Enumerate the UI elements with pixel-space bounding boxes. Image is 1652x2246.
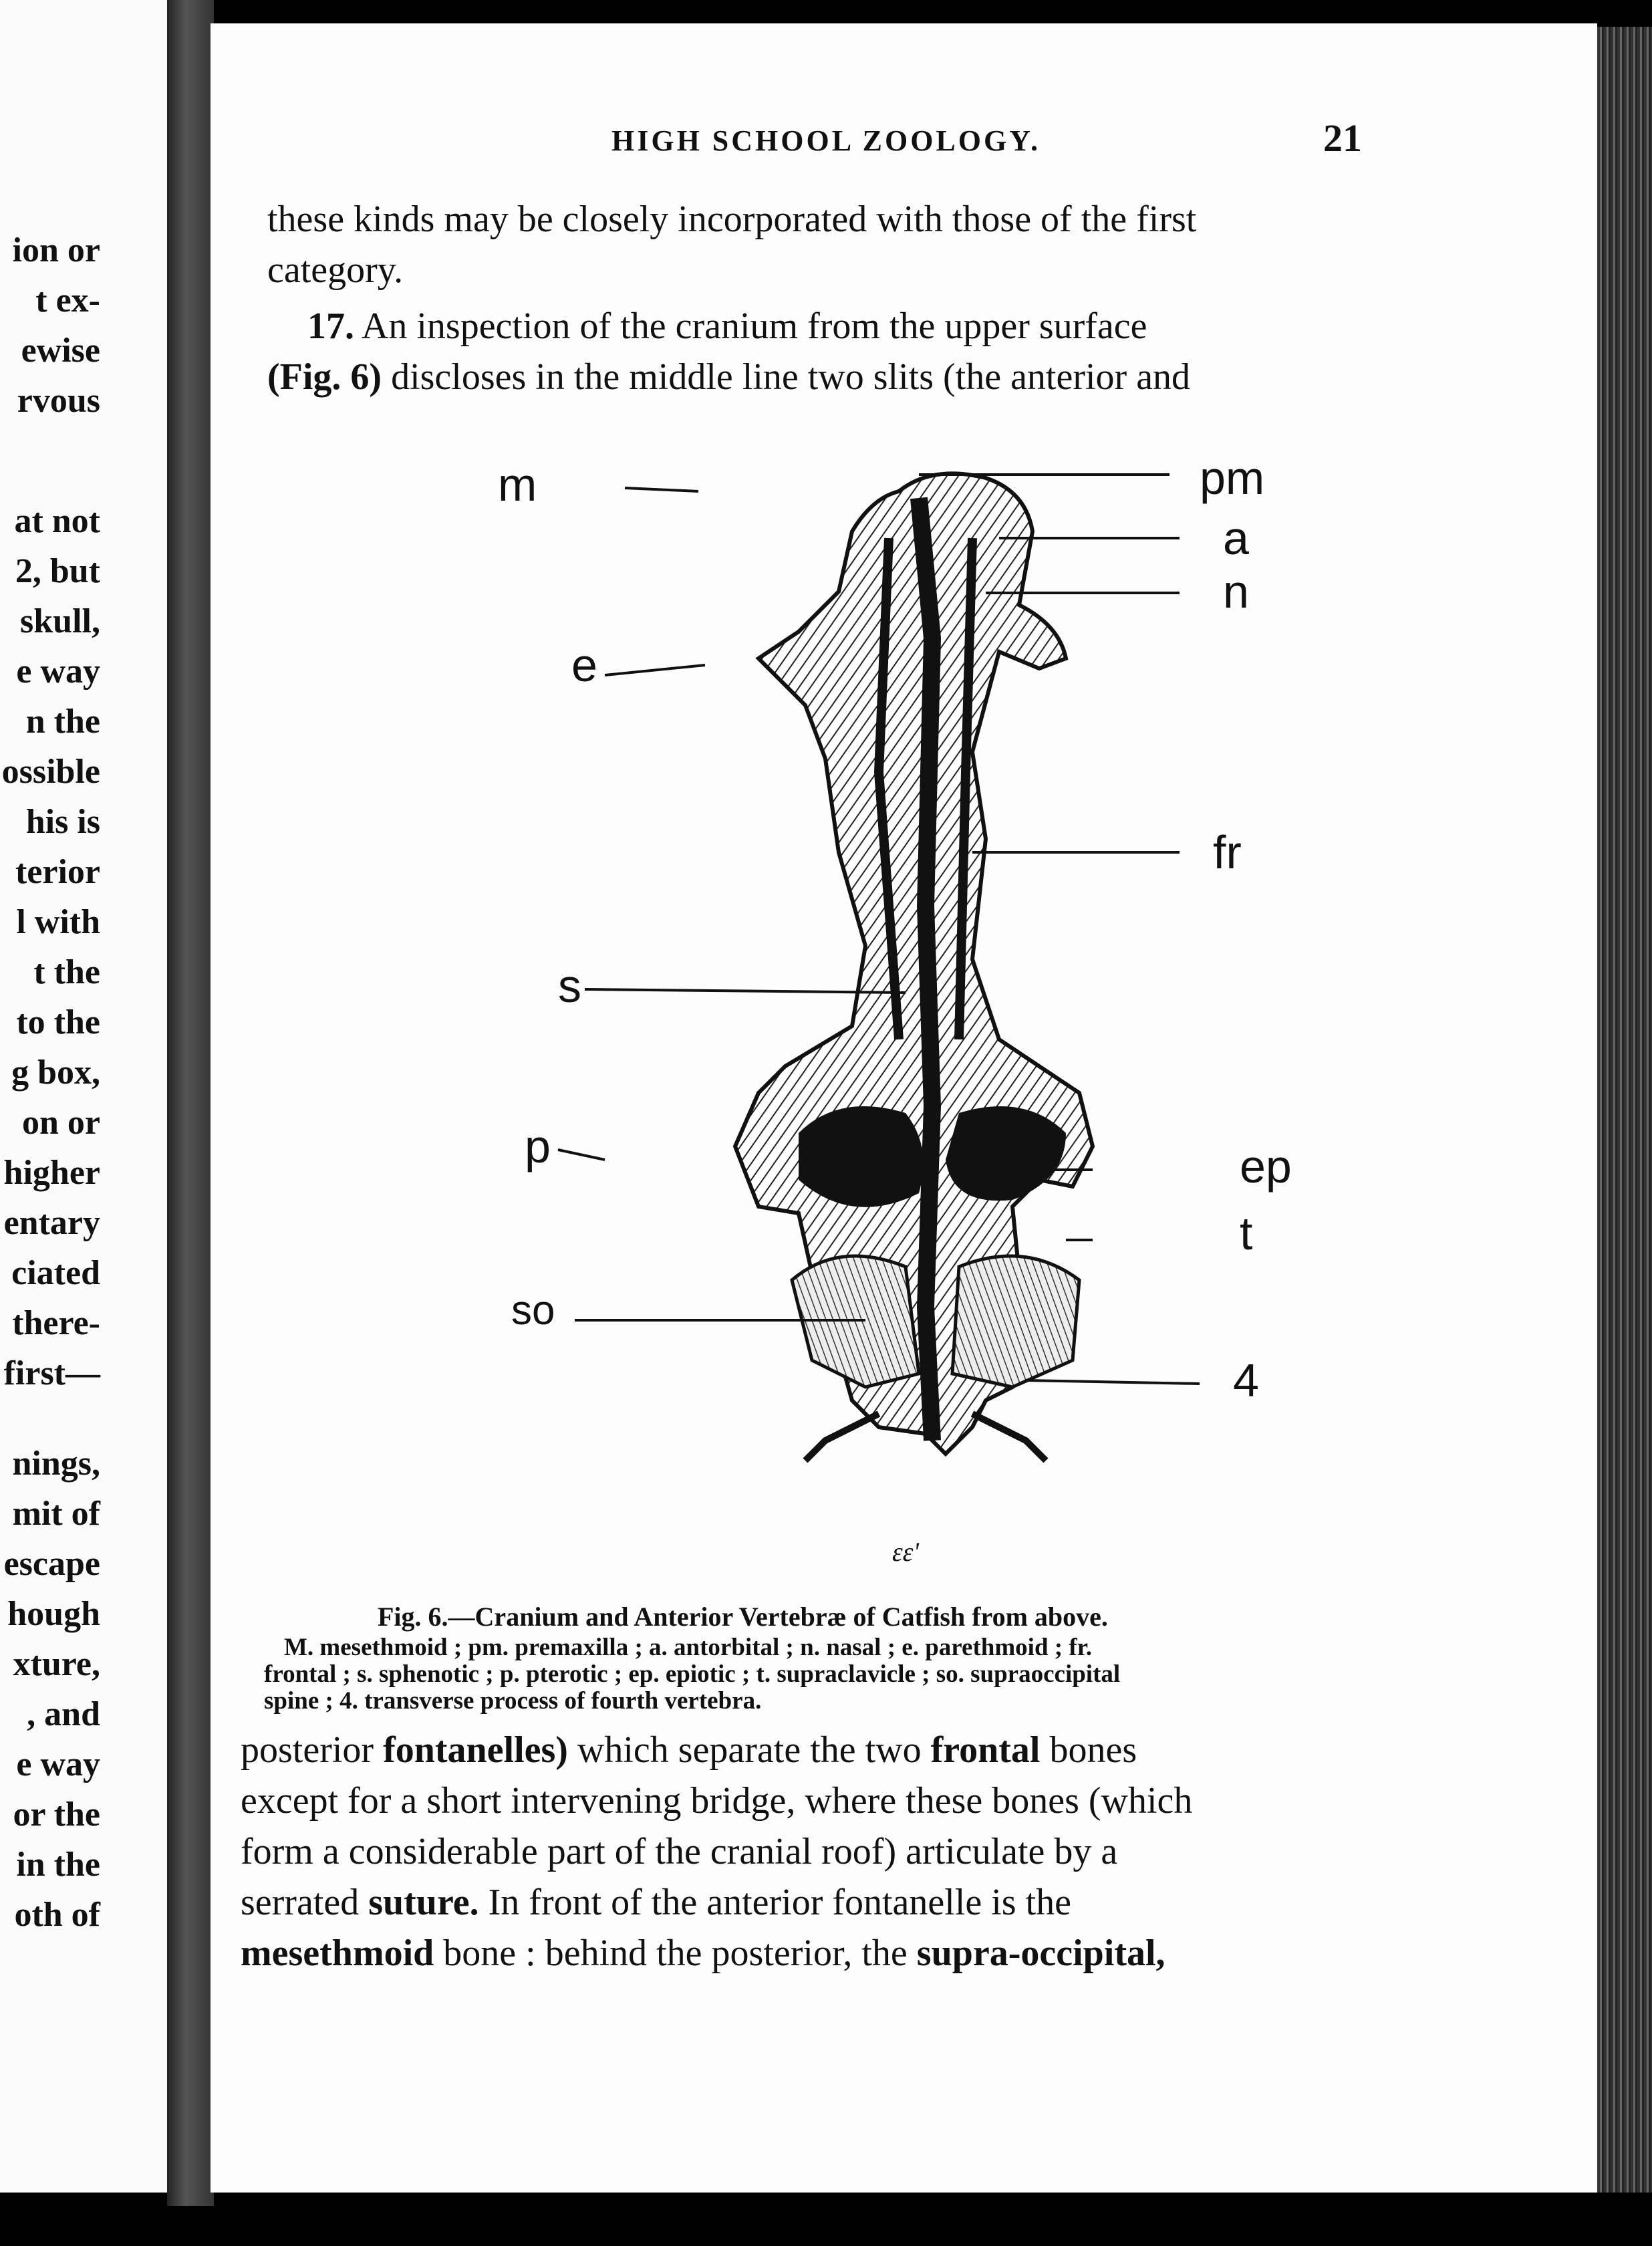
term-mesethmoid: mesethmoid (241, 1932, 434, 1974)
text-line: posterior fontanelles) which separate the two frontal bones (241, 1729, 1137, 1771)
right-cavity (946, 1106, 1066, 1201)
text-line: category. (267, 249, 404, 291)
left-page-text-fragment: in the (16, 1846, 100, 1884)
term-fontanelles: fontanelles) (383, 1729, 568, 1771)
catfish-cranium-figure (498, 438, 1413, 1588)
caption-line: frontal ; s. sphenotic ; p. pterotic ; ep. epiotic ; t. supraclavicle ; so. supraoccipital (264, 1660, 1121, 1688)
left-page-text-fragment: xture, (13, 1645, 100, 1683)
book-gutter (167, 0, 214, 2206)
label-s: s (558, 960, 581, 1012)
left-page-text-fragment: ewise (21, 332, 100, 370)
svg-text:ɛɛ': ɛɛ' (892, 1537, 920, 1567)
left-page-text-fragment: rvous (17, 382, 100, 420)
page-edge-stack (1597, 27, 1652, 2193)
left-page-text-fragment: l with (16, 903, 100, 941)
label-n: n (1223, 566, 1249, 618)
left-page-text-fragment: 2, but (15, 552, 100, 590)
left-page-text-fragment: nings, (12, 1445, 100, 1483)
text-line: except for a short intervening bridge, where these bones (which (241, 1780, 1193, 1822)
label-pm: pm (1200, 452, 1265, 504)
text-line: form a considerable part of the cranial roof) articulate by a (241, 1831, 1118, 1872)
left-page-text-fragment: terior (15, 853, 100, 891)
left-page-text-fragment: skull, (20, 602, 100, 640)
label-4: 4 (1233, 1354, 1259, 1406)
caption-line: M. mesethmoid ; pm. premaxilla ; a. antorbital ; n. nasal ; e. parethmoid ; fr. (284, 1634, 1092, 1661)
label-ep: ep (1240, 1140, 1292, 1193)
label-so: so (511, 1287, 555, 1334)
label-p: p (525, 1120, 551, 1172)
left-page-text-fragment: n the (25, 703, 100, 741)
left-page-text-fragment: at not (14, 502, 100, 540)
left-page-text-fragment: to the (16, 1003, 100, 1041)
left-page-text-fragment: t the (33, 953, 100, 991)
running-header: HIGH SCHOOL ZOOLOGY. (611, 124, 1041, 157)
left-page-text-fragment: or the (13, 1795, 100, 1834)
text-line: mesethmoid bone : behind the posterior, the supra-occipital, (241, 1932, 1165, 1974)
figure-reference: (Fig. 6) (267, 356, 382, 398)
left-page-text-fragment: escape (3, 1545, 100, 1583)
label-a: a (1223, 512, 1249, 564)
label-t: t (1240, 1207, 1253, 1259)
left-page-text-fragment: ion or (12, 231, 100, 269)
continued-paragraph (241, 1725, 1343, 1979)
page-number: 21 (1323, 116, 1362, 160)
label-e: e (571, 639, 597, 691)
left-page-text-fragment: g box, (11, 1053, 100, 1092)
left-page-text-fragment: oth of (14, 1896, 100, 1934)
left-page-text-fragment: mit of (12, 1495, 100, 1533)
left-page-text-fragment: higher (3, 1154, 100, 1192)
left-page-text-fragment: e way (16, 652, 100, 691)
text-line: serrated suture. In front of the anterior fontanelle is the (241, 1882, 1072, 1923)
label-fr: fr (1213, 826, 1242, 878)
left-page-text-fragment: first— (3, 1354, 100, 1392)
text-line: these kinds may be closely incorporated with those of the first (267, 199, 1197, 240)
label-m: m (498, 459, 537, 511)
intro-paragraph (267, 194, 1363, 402)
cranium-illustration (505, 438, 1413, 1588)
left-page-text-fragment: ciated (11, 1254, 100, 1292)
caption-line: spine ; 4. transverse process of fourth vertebra. (264, 1687, 762, 1715)
left-page-text-fragment: there- (12, 1304, 100, 1342)
term-suture: suture. (368, 1882, 479, 1923)
left-page-text-fragment: hough (7, 1595, 100, 1633)
left-cavity (799, 1106, 924, 1207)
paragraph-number: 17. (307, 305, 354, 347)
left-page-text-fragment: on or (22, 1104, 100, 1142)
left-page-text-fragment: entary (3, 1204, 100, 1242)
book-page (211, 23, 1597, 2193)
left-page-text-fragment: his is (25, 803, 100, 841)
term-supra-occipital: supra-occipital, (916, 1932, 1165, 1974)
left-page-text-fragment: e way (16, 1745, 100, 1783)
term-frontal: frontal (930, 1729, 1041, 1771)
text-line: 17. An inspection of the cranium from the upper surface (307, 305, 1147, 347)
text-line: (Fig. 6) discloses in the middle line two slits (the anterior and (267, 356, 1191, 398)
figure-caption-legend (264, 1634, 1367, 1715)
left-page-text-fragment: t ex- (35, 281, 100, 320)
left-page-fragment (0, 0, 194, 2193)
left-page-text-fragment: ossible (1, 753, 100, 791)
figure-caption-title: Fig. 6.—Cranium and Anterior Vertebræ of Catfish from above. (378, 1602, 1108, 1632)
left-page-text-fragment: , and (27, 1695, 100, 1733)
